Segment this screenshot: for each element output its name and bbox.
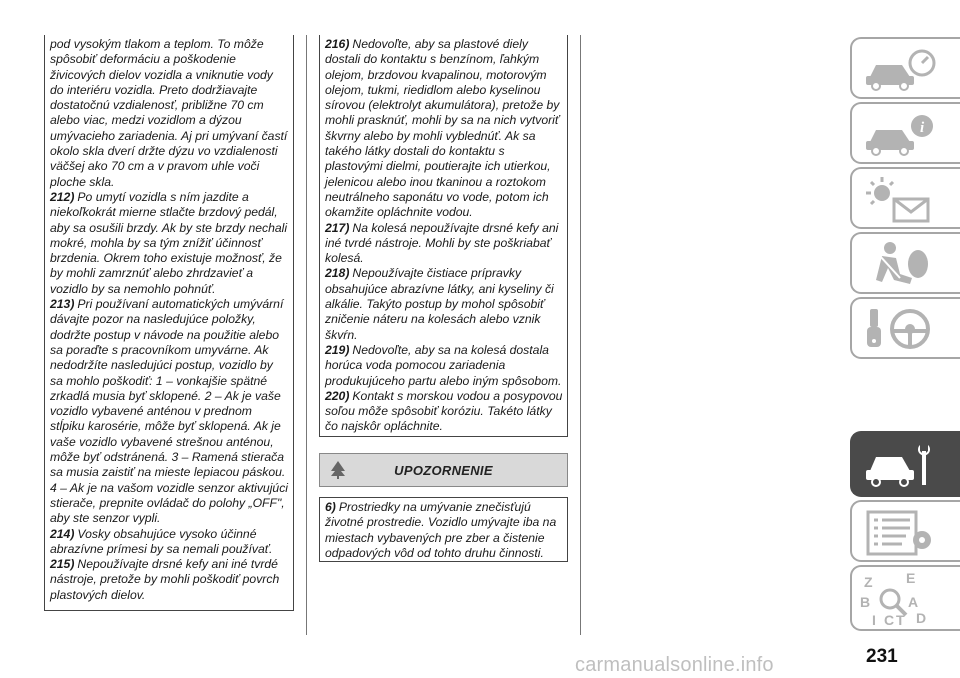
index-letter: I [872, 612, 876, 628]
tab-dashboard[interactable] [850, 37, 960, 99]
index-letter: C [884, 612, 895, 628]
warning-item: 6) Prostriedky na umývanie znečisťujú životné prostredie. Vozidlo umývajte iba na miestach vybavených pre zber a čistenie odpadových vôd od tohto druhu činnosti. [325, 500, 557, 560]
svg-text:i: i [920, 120, 925, 136]
index-letter: D [916, 610, 927, 626]
middle-text-box [319, 35, 568, 437]
index-letter: Z [864, 574, 873, 590]
warning-box [319, 497, 568, 562]
note-item: 213) Pri používaní automatických umývární dávajte pozor na nasledujúce položky, dodržte postup v návode na použitie alebo sa poraďte s pracovníkom umyvárne. Ak nedodržíte nasledujúci postup, vozidlo by sa mohlo poškodiť: 1 – vonkajšie spätné zrkadlá musia byť sklopené. 2 – Ak je vaše vozidlo vybavené anténou v prednom stĺpiku karosérie, môže byť sklopená. Ak je vaše vozidlo vybavené strešnou anténou, môže byť odstránená. 3 – Ramená stierača sa musia zaistiť na mieste lepiacou páskou. 4 – Ak je na vašom vozidle senzor aktivujúci stierače, prepnite ovládač do polohy „OFF", aby ste senzor vypli. [50, 297, 288, 526]
airbag-safety-icon [860, 238, 940, 290]
tab-technical-data[interactable] [850, 500, 960, 562]
tab-index[interactable] [850, 565, 960, 631]
note-item: 218) Nepoužívajte čistiace prípravky obsahujúce abrazívne látky, ani kyseliny či alkálie. Takýto postup by mohol spôsobiť zničenie náteru na kolesách alebo vznik škvŕn. [325, 266, 554, 342]
note-item: 219) Nedovoľte, aby sa na kolesá dostala horúca voda pomocou zariadenia produkujúceho partu alebo iným spôsobom. [325, 342, 562, 388]
page-number: 231 [866, 646, 898, 667]
car-maintenance-wrench-icon [860, 437, 940, 493]
alphabetical-index-icon [860, 571, 940, 629]
watermark: carmanualsonline.info [575, 654, 774, 676]
note-item: 216) Nedovoľte, aby sa plastové diely dostali do kontaktu s benzínom, ľahkým olejom, brzdovou kvapalinou, motorovým olejom, tukmi, riedidlom alebo kyselinou sírovou (elektrolyt akumulátora), pretože by mohli prasknúť, mohli by sa na nich vytvoriť škvrny alebo by mohli vyblednúť. Ak sa takého látky dostali do kontaktu s plastovými dielmi, poutierajte ich utierkou, jelenicou alebo inou tkaninou a roztokom neutrálneho saponátu vo vode, potom ich okamžite opláchnite vodou. [325, 37, 560, 220]
tab-safety[interactable] [850, 232, 960, 294]
tab-car-info[interactable] [850, 102, 960, 164]
note-item: 215) Nepoužívajte drsné kefy ani iné tvrdé nástroje, pretože by mohli poškodiť povrch plastových dielov. [50, 557, 280, 602]
intro-paragraph: pod vysokým tlakom a teplom. To môže spôsobiť deformáciu a poškodenie živicových dielov vozidla a vniknutie vody do interiéru vozidla. Preto dodržiavajte dostatočnú vzdialenosť, približne 70 cm alebo viac, medzi vozidlom a dýzou umývacieho zariadenia. Aj pri umývaní častí okolo skla dverí držte dýzu vo vzdialenosti väčšej ako 70 cm a v pravom uhle voči ploche skla. [50, 37, 288, 189]
key-steering-wheel-icon [860, 303, 940, 355]
note-item: 217) Na kolesá nepoužívajte drsné kefy ani iné tvrdé nástroje. Mohli by ste poškriabať kolesá. [325, 220, 559, 266]
warning-lights-message-icon [860, 173, 940, 225]
note-item: 220) Kontakt s morskou vodou a posypovou soľou môže spôsobiť koróziu. Takéto látky čo najskôr opláchnite. [325, 388, 563, 434]
technical-data-list-icon [860, 506, 940, 558]
column-divider [306, 35, 307, 635]
tab-warning-lights[interactable] [850, 167, 960, 229]
index-letter: B [860, 594, 871, 610]
index-letter: E [906, 571, 916, 586]
warning-header [319, 453, 568, 487]
warning-title: UPOZORNENIE [394, 463, 493, 478]
index-letter: A [908, 594, 919, 610]
left-text-box [44, 35, 294, 611]
tab-starting-driving[interactable] [850, 297, 960, 359]
note-item: 212) Po umytí vozidla s ním jazdite a niekoľkokrát mierne stlačte brzdový pedál, aby sa osušili brzdy. Ak by ste brzdy nechali mokré, mohla by sa tým znížiť účinnosť brzdenia. Okrem toho existuje možnosť, že by mohli zamrznúť alebo zhrdzavieť a vozidlo by sa nemohlo pohnúť. [50, 189, 288, 296]
tab-maintenance[interactable] [850, 431, 960, 497]
car-info-icon [860, 108, 940, 160]
middle-column [319, 35, 568, 437]
note-item: 214) Vosky obsahujúce vysoko účinné abrazívne prímesi by sa nemali používať. [50, 526, 273, 556]
left-column [44, 35, 294, 611]
column-divider [580, 35, 581, 635]
index-letter: T [896, 612, 905, 628]
car-dashboard-icon [860, 43, 940, 95]
